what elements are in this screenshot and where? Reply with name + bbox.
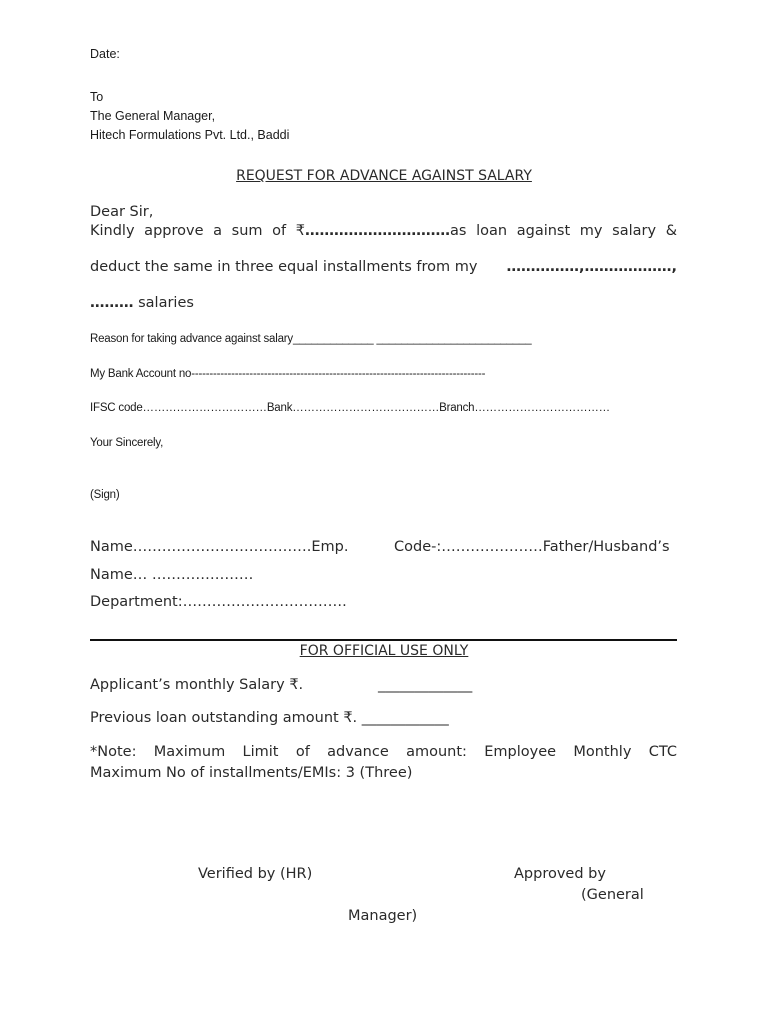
general-label: (General	[581, 887, 644, 903]
body-line-1-end: as loan against my salary &	[450, 223, 677, 239]
company-name: Hitech Formulations Pvt. Ltd., Baddi	[90, 128, 290, 142]
note-line-1: *Note: Maximum Limit of advance amount: Employee Monthly CTC	[90, 744, 677, 760]
monthly-salary-label: Applicant’s monthly Salary ₹.	[90, 677, 304, 693]
recipient-title: The General Manager,	[90, 109, 216, 123]
date-label: Date:	[90, 47, 120, 61]
months-blank: ……………,………………,	[506, 259, 677, 275]
body-line-2-start: deduct the same in three equal installments from my	[90, 259, 478, 275]
divider-line	[90, 639, 677, 641]
page-title: REQUEST FOR ADVANCE AGAINST SALARY	[236, 168, 532, 184]
employee-code-father: Code-:…………………Father/Husband’s	[394, 539, 670, 555]
reason-field: Reason for taking advance against salary_____________ _________________________	[90, 333, 532, 345]
approved-by: Approved by	[514, 866, 606, 882]
to-label: To	[90, 90, 104, 104]
department-field: Department:…………………………….	[90, 594, 347, 610]
note-line-2: Maximum No of installments/EMIs: 3 (Three)	[90, 765, 413, 781]
previous-loan-field: Previous loan outstanding amount ₹. ____________	[90, 710, 449, 726]
body-line-3	[90, 295, 194, 311]
body-line-1	[90, 223, 677, 239]
amount-blank: …………………………	[305, 223, 451, 239]
sign-label: (Sign)	[90, 489, 120, 501]
body-line-3-end: salaries	[133, 295, 194, 311]
closing-line: Your Sincerely,	[90, 437, 164, 449]
employee-name-emp: Name……………………………….Emp.	[90, 539, 349, 555]
father-husband-name: Name… …………………	[90, 567, 254, 583]
ifsc-bank-branch-field: IFSC code……………………………Bank…………………………………Branch………………………………	[90, 402, 610, 414]
official-use-heading: FOR OFFICIAL USE ONLY	[299, 643, 469, 659]
salutation: Dear Sir,	[90, 204, 154, 220]
manager-label: Manager)	[348, 908, 418, 924]
verified-by-hr: Verified by (HR)	[198, 866, 313, 882]
month-blank: ………	[90, 295, 134, 311]
body-line-2	[90, 259, 677, 275]
bank-account-field: My Bank Account no---------------------------------------------------------------------------------	[90, 368, 486, 380]
monthly-salary-blank: _____________	[378, 677, 473, 693]
body-line-1-start: Kindly approve a sum of ₹	[90, 223, 306, 239]
